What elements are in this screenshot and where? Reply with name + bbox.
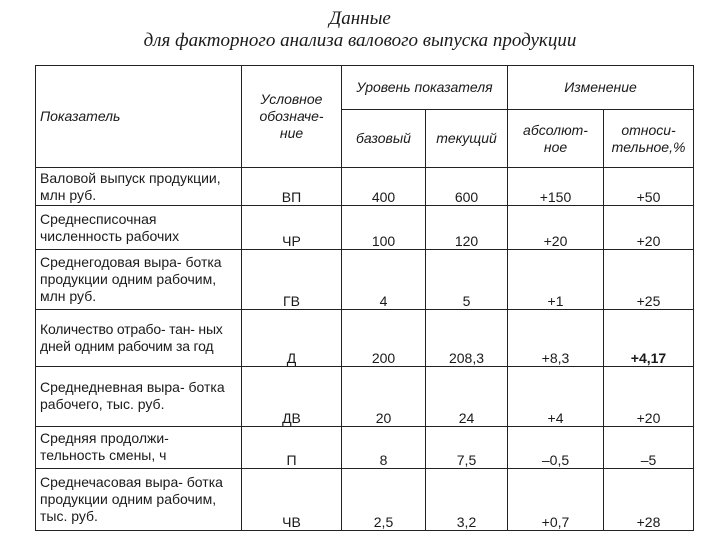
- table-row: [36, 426, 694, 468]
- row-relative: +20: [604, 366, 694, 426]
- row-name: Среднегодовая выра- ботка продукции одним рабочим, млн руб.: [36, 250, 242, 310]
- title-line-2: для факторного анализа валового выпуска продукции: [143, 30, 577, 51]
- row-base: 2,5: [342, 468, 426, 530]
- header-current: текущий: [426, 110, 508, 168]
- title-block: [0, 8, 720, 52]
- row-relative: +4,17: [604, 310, 694, 366]
- table-row: [36, 250, 694, 310]
- row-base: 20: [342, 366, 426, 426]
- row-relative: +20: [604, 206, 694, 250]
- row-name: Средняя продолжи- тельность смены, ч: [36, 426, 242, 468]
- table-row: [36, 168, 694, 206]
- header-indicator: Показатель: [36, 66, 242, 168]
- header-relative: относи- тельное,%: [604, 110, 694, 168]
- header-absolute: абсолют- ное: [508, 110, 604, 168]
- row-base: 4: [342, 250, 426, 310]
- header-level: Уровень показателя: [342, 66, 508, 110]
- row-name: Количество отрабо- тан- ных дней одним рабочим за год: [36, 310, 242, 366]
- row-relative: +25: [604, 250, 694, 310]
- row-absolute: +8,3: [508, 310, 604, 366]
- row-symbol: П: [242, 426, 342, 468]
- row-relative: –5: [604, 426, 694, 468]
- row-current: 208,3: [426, 310, 508, 366]
- row-base: 100: [342, 206, 426, 250]
- row-absolute: +4: [508, 366, 604, 426]
- row-absolute: +1: [508, 250, 604, 310]
- row-symbol: ГВ: [242, 250, 342, 310]
- row-absolute: +20: [508, 206, 604, 250]
- header-symbol: Условное обозначе- ние: [242, 66, 342, 168]
- row-current: 120: [426, 206, 508, 250]
- row-name: Среднесписочная численность рабочих: [36, 206, 242, 250]
- row-absolute: –0,5: [508, 426, 604, 468]
- row-base: 400: [342, 168, 426, 206]
- row-symbol: ДВ: [242, 366, 342, 426]
- row-current: 5: [426, 250, 508, 310]
- table-row: [36, 468, 694, 530]
- row-relative: +50: [604, 168, 694, 206]
- row-current: 3,2: [426, 468, 508, 530]
- row-relative: +28: [604, 468, 694, 530]
- table-row: [36, 206, 694, 250]
- row-name: Среднечасовая выра- ботка продукции одним рабочим, тыс. руб.: [36, 468, 242, 530]
- header-base: базовый: [342, 110, 426, 168]
- row-symbol: ЧР: [242, 206, 342, 250]
- row-base: 200: [342, 310, 426, 366]
- table-row: [36, 310, 694, 366]
- header-change: Изменение: [508, 66, 694, 110]
- title-line-1: Данные: [329, 8, 391, 29]
- row-absolute: +150: [508, 168, 604, 206]
- row-absolute: +0,7: [508, 468, 604, 530]
- row-base: 8: [342, 426, 426, 468]
- row-symbol: Д: [242, 310, 342, 366]
- factor-analysis-table: [35, 65, 694, 531]
- row-symbol: ВП: [242, 168, 342, 206]
- row-current: 600: [426, 168, 508, 206]
- row-current: 7,5: [426, 426, 508, 468]
- row-name: Валовой выпуск продукции, млн руб.: [36, 168, 242, 206]
- row-current: 24: [426, 366, 508, 426]
- row-symbol: ЧВ: [242, 468, 342, 530]
- table-row: [36, 366, 694, 426]
- row-name: Среднедневная выра- ботка рабочего, тыс. руб.: [36, 366, 242, 426]
